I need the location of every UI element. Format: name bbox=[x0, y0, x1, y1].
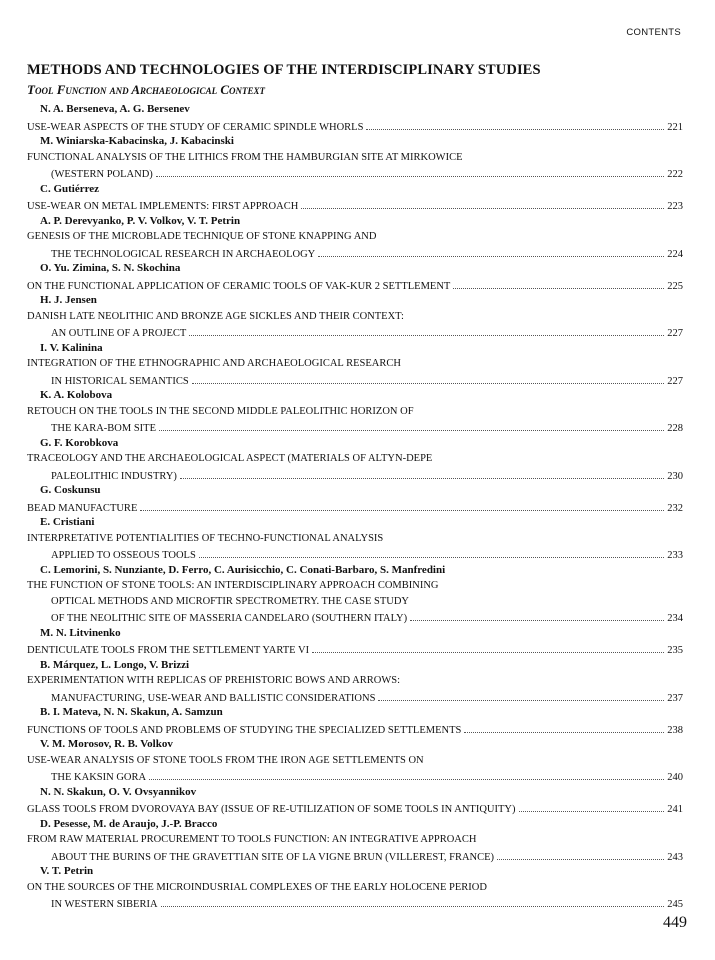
entry-authors: V. M. Morosov, R. B. Volkov bbox=[40, 738, 173, 750]
entry-page-number: 235 bbox=[667, 645, 683, 656]
entry-title-line bbox=[27, 451, 683, 467]
entry-title-text: (WESTERN POLAND) bbox=[51, 169, 153, 180]
running-head: CONTENTS bbox=[626, 27, 681, 38]
entry-title-line bbox=[27, 324, 683, 340]
entry-title-text: APPLIED TO OSSEOUS TOOLS bbox=[51, 550, 196, 561]
entry-title-text: AN OUTLINE OF A PROJECT bbox=[51, 328, 187, 339]
entry-title-text: BEAD MANUFACTURE bbox=[27, 502, 138, 514]
entry-authors: V. T. Petrin bbox=[40, 865, 94, 877]
dot-leader bbox=[159, 419, 664, 431]
toc-entry bbox=[27, 213, 683, 261]
entry-authors: O. Yu. Zimina, S. N. Skochina bbox=[40, 262, 181, 274]
dot-leader bbox=[301, 197, 664, 209]
entry-page-number: 227 bbox=[667, 375, 683, 387]
subsection-title: Tool Function and Archaeological Context bbox=[27, 82, 265, 97]
entry-page-number: 233 bbox=[667, 550, 683, 561]
toc-entry bbox=[27, 181, 683, 213]
entry-title-line bbox=[27, 609, 683, 625]
entry-page-number: 222 bbox=[667, 169, 683, 180]
entry-title-text: DANISH LATE NEOLITHIC AND BRONZE AGE SICKLES AND THEIR CONTEXT: bbox=[27, 310, 404, 322]
toc-entry bbox=[27, 260, 683, 292]
toc-entry bbox=[27, 625, 683, 657]
toc-entry bbox=[27, 340, 683, 388]
entry-title-line bbox=[27, 118, 683, 134]
entry-authors: M. N. Litvinenko bbox=[40, 626, 121, 639]
entry-title-line bbox=[27, 689, 683, 705]
entry-authors: A. P. Derevyanko, P. V. Volkov, V. T. Petrin bbox=[40, 214, 241, 227]
entry-authors: N. N. Skakun, O. V. Ovsyannikov bbox=[40, 785, 197, 798]
entry-title-line bbox=[27, 356, 683, 372]
entry-authors: D. Pesesse, M. de Araujo, J.-P. Bracco bbox=[40, 817, 218, 830]
entry-authors: H. J. Jensen bbox=[40, 294, 97, 306]
entry-page-number: 245 bbox=[667, 899, 683, 910]
entry-title-line bbox=[27, 229, 683, 245]
entry-title-text: FUNCTIONAL ANALYSIS OF THE LITHICS FROM THE HAMBURGIAN SITE AT MIRKOWICE bbox=[27, 151, 463, 163]
entry-title-line bbox=[27, 546, 683, 562]
entry-title-line bbox=[27, 880, 683, 896]
entry-page-number: 228 bbox=[667, 423, 683, 434]
dot-leader bbox=[378, 689, 664, 701]
toc-entry bbox=[27, 704, 683, 736]
entry-title-text: THE TECHNOLOGICAL RESEARCH IN ARCHAEOLOGY bbox=[51, 248, 316, 260]
entry-page-number: 225 bbox=[667, 280, 683, 292]
entry-title-line bbox=[27, 245, 683, 261]
entry-title-line bbox=[27, 165, 683, 181]
toc-entry bbox=[27, 562, 683, 625]
dot-leader bbox=[149, 768, 664, 780]
entry-page-number: 234 bbox=[667, 613, 683, 624]
entry-title-text: THE FUNCTION OF STONE TOOLS: AN INTERDISCIPLINARY APPROACH COMBINING bbox=[27, 580, 439, 591]
entry-authors: K. A. Kolobova bbox=[40, 389, 113, 401]
dot-leader bbox=[161, 895, 665, 907]
entry-page-number: 223 bbox=[667, 201, 683, 212]
entry-title-text: FROM RAW MATERIAL PROCUREMENT TO TOOLS FUNCTION: AN INTEGRATIVE APPROACH bbox=[27, 834, 477, 845]
entry-page-number: 227 bbox=[667, 328, 683, 339]
entry-page-number: 232 bbox=[667, 502, 683, 514]
entry-title-text: INTEGRATION OF THE ETHNOGRAPHIC AND ARCHAEOLOGICAL RESEARCH bbox=[27, 358, 401, 369]
entry-authors: G. F. Korobkova bbox=[40, 436, 119, 449]
entry-title-text: DENTICULATE TOOLS FROM THE SETTLEMENT YARTE VI bbox=[27, 645, 310, 656]
entry-page-number: 224 bbox=[667, 248, 683, 260]
entry-title-text: OF THE NEOLITHIC SITE OF MASSERIA CANDELARO (SOUTHERN ITALY) bbox=[51, 613, 408, 624]
entry-page-number: 221 bbox=[667, 121, 683, 133]
entry-title-text: USE-WEAR ANALYSIS OF STONE TOOLS FROM THE IRON AGE SETTLEMENTS ON bbox=[27, 754, 424, 766]
entry-title-line bbox=[27, 499, 683, 515]
entry-title-line bbox=[27, 721, 683, 737]
toc-entry bbox=[27, 292, 683, 340]
dot-leader bbox=[453, 277, 664, 289]
entry-authors: B. Márquez, L. Longo, V. Brizzi bbox=[40, 658, 190, 671]
dot-leader bbox=[180, 467, 664, 479]
entry-title-line bbox=[27, 753, 683, 769]
entry-title-text: IN WESTERN SIBERIA bbox=[51, 899, 158, 910]
dot-leader bbox=[156, 165, 664, 177]
entry-title-text: EXPERIMENTATION WITH REPLICAS OF PREHISTORIC BOWS AND ARROWS: bbox=[27, 675, 401, 686]
entry-authors: I. V. Kalinina bbox=[40, 341, 103, 354]
entry-title-line bbox=[27, 895, 683, 911]
dot-leader bbox=[192, 372, 665, 384]
entry-title-line bbox=[27, 578, 683, 594]
toc-entry bbox=[27, 101, 683, 133]
dot-leader bbox=[199, 546, 664, 558]
toc-entries bbox=[27, 101, 683, 911]
entry-title-text: THE KARA-BOM SITE bbox=[51, 423, 156, 434]
entry-title-line bbox=[27, 419, 683, 435]
dot-leader bbox=[497, 848, 664, 860]
entry-title-text: ON THE FUNCTIONAL APPLICATION OF CERAMIC TOOLS OF VAK-KUR 2 SETTLEMENT bbox=[27, 280, 451, 292]
entry-title-text: INTERPRETATIVE POTENTIALITIES OF TECHNO-FUNCTIONAL ANALYSIS bbox=[27, 532, 384, 544]
dot-leader bbox=[312, 641, 664, 653]
entry-title-text: ON THE SOURCES OF THE MICROINDUSRIAL COMPLEXES OF THE EARLY HOLOCENE PERIOD bbox=[27, 881, 487, 893]
toc-entry bbox=[27, 657, 683, 705]
entry-title-line bbox=[27, 531, 683, 547]
entry-title-line bbox=[27, 150, 683, 166]
entry-title-line bbox=[27, 641, 683, 657]
entry-title-text: USE-WEAR ON METAL IMPLEMENTS: FIRST APPROACH bbox=[27, 201, 299, 212]
entry-title-line bbox=[27, 848, 683, 864]
entry-title-line bbox=[27, 594, 683, 610]
entry-page-number: 237 bbox=[667, 692, 683, 704]
entry-authors: M. Winiarska-Kabacinska, J. Kabacinski bbox=[40, 135, 234, 147]
toc-entry bbox=[27, 816, 683, 864]
entry-title-line bbox=[27, 404, 683, 420]
entry-authors: E. Cristiani bbox=[40, 516, 95, 528]
toc-entry bbox=[27, 435, 683, 483]
entry-authors: G. Coskunsu bbox=[40, 484, 101, 496]
entry-authors: N. A. Berseneva, A. G. Bersenev bbox=[40, 103, 190, 115]
entry-page-number: 240 bbox=[667, 772, 683, 783]
entry-title-text: OPTICAL METHODS AND MICROFTIR SPECTROMETRY. THE CASE STUDY bbox=[51, 595, 410, 607]
entry-title-line bbox=[27, 197, 683, 213]
toc-entry bbox=[27, 482, 683, 514]
entry-page-number: 243 bbox=[667, 851, 683, 863]
entry-title-text: THE KAKSIN GORA bbox=[51, 772, 147, 783]
entry-page-number: 230 bbox=[667, 470, 683, 482]
entry-title-line bbox=[27, 800, 683, 816]
dot-leader bbox=[189, 324, 664, 336]
toc-entry bbox=[27, 133, 683, 181]
entry-title-text: RETOUCH ON THE TOOLS IN THE SECOND MIDDLE PALEOLITHIC HORIZON OF bbox=[27, 405, 414, 417]
toc-entry bbox=[27, 514, 683, 562]
entry-title-line bbox=[27, 277, 683, 293]
entry-title-line bbox=[27, 372, 683, 388]
entry-authors: B. I. Mateva, N. N. Skakun, A. Samzun bbox=[40, 706, 223, 718]
entry-page-number: 241 bbox=[667, 804, 683, 815]
dot-leader bbox=[366, 118, 664, 130]
dot-leader bbox=[318, 245, 664, 257]
entry-title-text: USE-WEAR ASPECTS OF THE STUDY OF CERAMIC SPINDLE WHORLS bbox=[27, 121, 364, 133]
entry-title-text: ABOUT THE BURINS OF THE GRAVETTIAN SITE OF LA VIGNE BRUN (VILLEREST, FRANCE) bbox=[51, 851, 495, 863]
dot-leader bbox=[464, 721, 664, 733]
entry-title-line bbox=[27, 309, 683, 325]
toc-entry bbox=[27, 784, 683, 816]
entry-authors: C. Gutiérrez bbox=[40, 182, 100, 195]
entry-page-number: 238 bbox=[667, 724, 683, 736]
entry-authors: C. Lemorini, S. Nunziante, D. Ferro, C. Aurisicchio, C. Conati-Barbaro, S. Manfredini bbox=[40, 563, 446, 576]
entry-title-line bbox=[27, 673, 683, 689]
dot-leader bbox=[410, 609, 664, 621]
toc-entry bbox=[27, 387, 683, 435]
entry-title-text: IN HISTORICAL SEMANTICS bbox=[51, 375, 189, 387]
toc-entry bbox=[27, 863, 683, 911]
entry-title-line bbox=[27, 467, 683, 483]
entry-title-text: FUNCTIONS OF TOOLS AND PROBLEMS OF STUDYING THE SPECIALIZED SETTLEMENTS bbox=[27, 724, 462, 736]
entry-title-text: MANUFACTURING, USE-WEAR AND BALLISTIC CONSIDERATIONS bbox=[51, 692, 376, 704]
entry-title-line bbox=[27, 832, 683, 848]
entry-title-text: PALEOLITHIC INDUSTRY) bbox=[51, 470, 177, 482]
toc-entry bbox=[27, 736, 683, 784]
entry-title-text: TRACEOLOGY AND THE ARCHAEOLOGICAL ASPECT (MATERIALS OF ALTYN-DEPE bbox=[27, 453, 433, 464]
section-title: METHODS AND TECHNOLOGIES OF THE INTERDISCIPLINARY STUDIES bbox=[27, 62, 541, 78]
entry-title-text: GLASS TOOLS FROM DVOROVAYA BAY (ISSUE OF RE-UTILIZATION OF SOME TOOLS IN ANTIQUITY) bbox=[27, 804, 516, 815]
dot-leader bbox=[140, 499, 664, 511]
page-number: 449 bbox=[663, 914, 687, 931]
dot-leader bbox=[519, 800, 665, 812]
entry-title-text: GENESIS OF THE MICROBLADE TECHNIQUE OF STONE KNAPPING AND bbox=[27, 231, 377, 242]
entry-title-line bbox=[27, 768, 683, 784]
